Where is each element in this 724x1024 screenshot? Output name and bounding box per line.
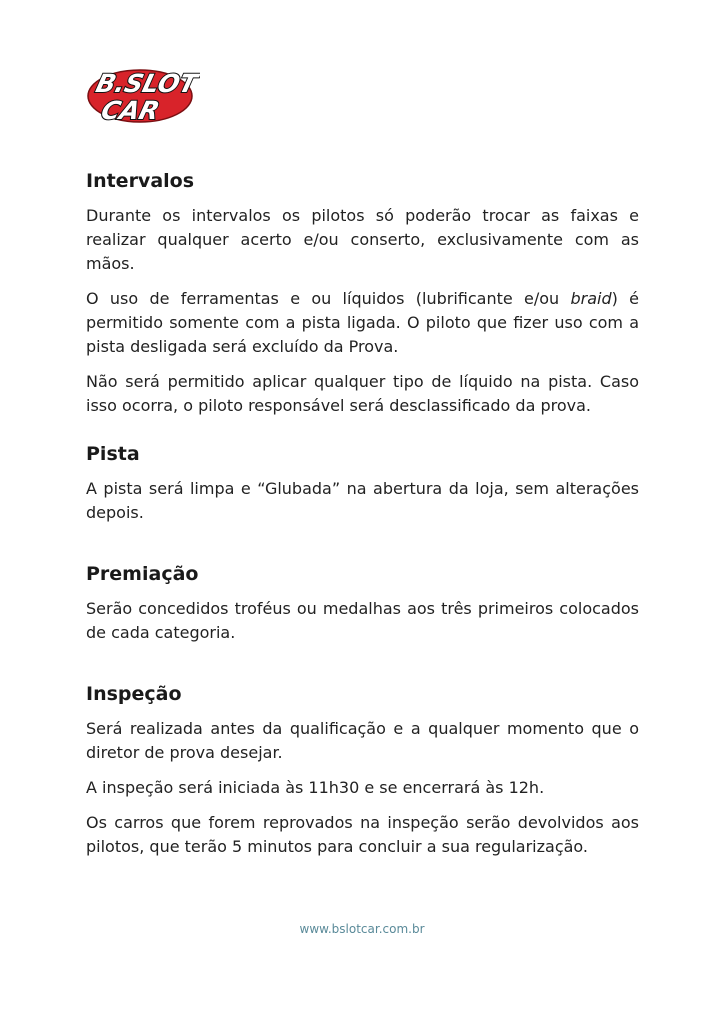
footer-url[interactable]: www.bslotcar.com.br [299, 922, 425, 936]
text-span: O uso de ferramentas e ou líquidos (lubrificante e/ou [86, 289, 571, 308]
paragraph: Será realizada antes da qualificação e a qualquer momento que o diretor de prova desejar. [86, 719, 639, 762]
logo-graphic [84, 62, 200, 126]
section-premiacao [86, 563, 639, 656]
section-title: Pista [86, 443, 140, 465]
section-intervalos [86, 170, 639, 429]
paragraph: Não será permitido aplicar qualquer tipo de líquido na pista. Caso isso ocorra, o piloto responsável será desclassificado da prova. [86, 372, 639, 415]
italic-term: braid [570, 289, 612, 308]
paragraph: Serão concedidos troféus ou medalhas aos três primeiros colocados de cada categoria. [86, 599, 639, 642]
paragraph [86, 287, 639, 359]
logo-text-line1: B.SLOT [93, 68, 200, 98]
text-span: ) é permitido somente com a pista ligada. O piloto que fizer uso com a pista desligada será excluído da Prova. [86, 289, 639, 356]
logo-text-line2: CAR [98, 95, 163, 125]
bslotcar-logo [84, 62, 200, 126]
paragraph: Os carros que forem reprovados na inspeção serão devolvidos aos pilotos, que terão 5 minutos para concluir a sua regularização. [86, 813, 639, 856]
section-title: Intervalos [86, 170, 195, 192]
section-pista [86, 443, 639, 536]
paragraph: Durante os intervalos os pilotos só poderão trocar as faixas e realizar qualquer acerto e/ou conserto, exclusivamente com as mãos. [86, 206, 639, 273]
paragraph: A inspeção será iniciada às 11h30 e se encerrará às 12h. [86, 778, 545, 797]
section-title: Premiação [86, 563, 199, 585]
section-title: Inspeção [86, 683, 182, 705]
section-inspecao [86, 683, 639, 870]
paragraph: A pista será limpa e “Glubada” na abertura da loja, sem alterações depois. [86, 479, 639, 522]
